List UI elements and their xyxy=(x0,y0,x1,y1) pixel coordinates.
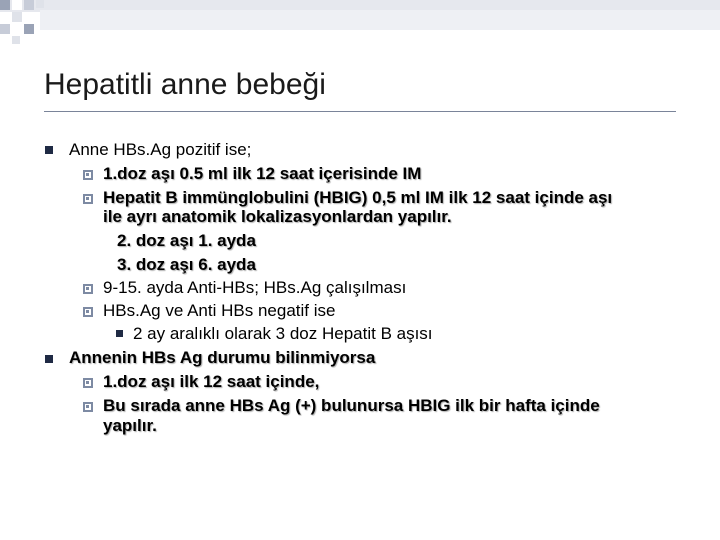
square-bullet-icon xyxy=(45,146,53,154)
box-bullet-icon xyxy=(83,402,93,412)
bullet-text: 1.doz aşı ilk 12 saat içinde, xyxy=(103,372,320,391)
box-bullet-icon xyxy=(83,378,93,388)
bullet-text: Anne HBs.Ag pozitif ise; xyxy=(69,140,252,159)
bullet-text: 9-15. ayda Anti-HBs; HBs.Ag çalışılması xyxy=(103,278,407,297)
bullet-text: 1.doz aşı 0.5 ml ilk 12 saat içerisinde IM xyxy=(103,164,422,183)
bullet-text: 2 ay aralıklı olarak 3 doz Hepatit B aşısı xyxy=(133,324,433,343)
bullet-text: Hepatit B immünglobulini (HBIG) 0,5 ml IM ilk 12 saat içinde aşı xyxy=(103,188,613,207)
slide-title: Hepatitli anne bebeği xyxy=(44,68,326,101)
bullet-text: Bu sırada anne HBs Ag (+) bulunursa HBIG ilk bir hafta içinde xyxy=(103,396,600,415)
box-bullet-icon xyxy=(83,284,93,294)
bullet-text-continued: ile ayrı anatomik lokalizasyonlardan yapılır. xyxy=(103,207,452,226)
box-bullet-icon xyxy=(83,307,93,317)
box-bullet-icon xyxy=(83,194,93,204)
box-bullet-icon xyxy=(83,170,93,180)
square-bullet-icon xyxy=(45,355,53,363)
plain-text: 3. doz aşı 6. ayda xyxy=(117,255,256,274)
bullet-text-continued: yapılır. xyxy=(103,416,157,435)
square-bullet-icon xyxy=(116,330,123,337)
plain-text: 2. doz aşı 1. ayda xyxy=(117,231,256,250)
bullet-text: HBs.Ag ve Anti HBs negatif ise xyxy=(103,301,336,320)
bullet-text: Annenin HBs Ag durumu bilinmiyorsa xyxy=(69,348,376,367)
